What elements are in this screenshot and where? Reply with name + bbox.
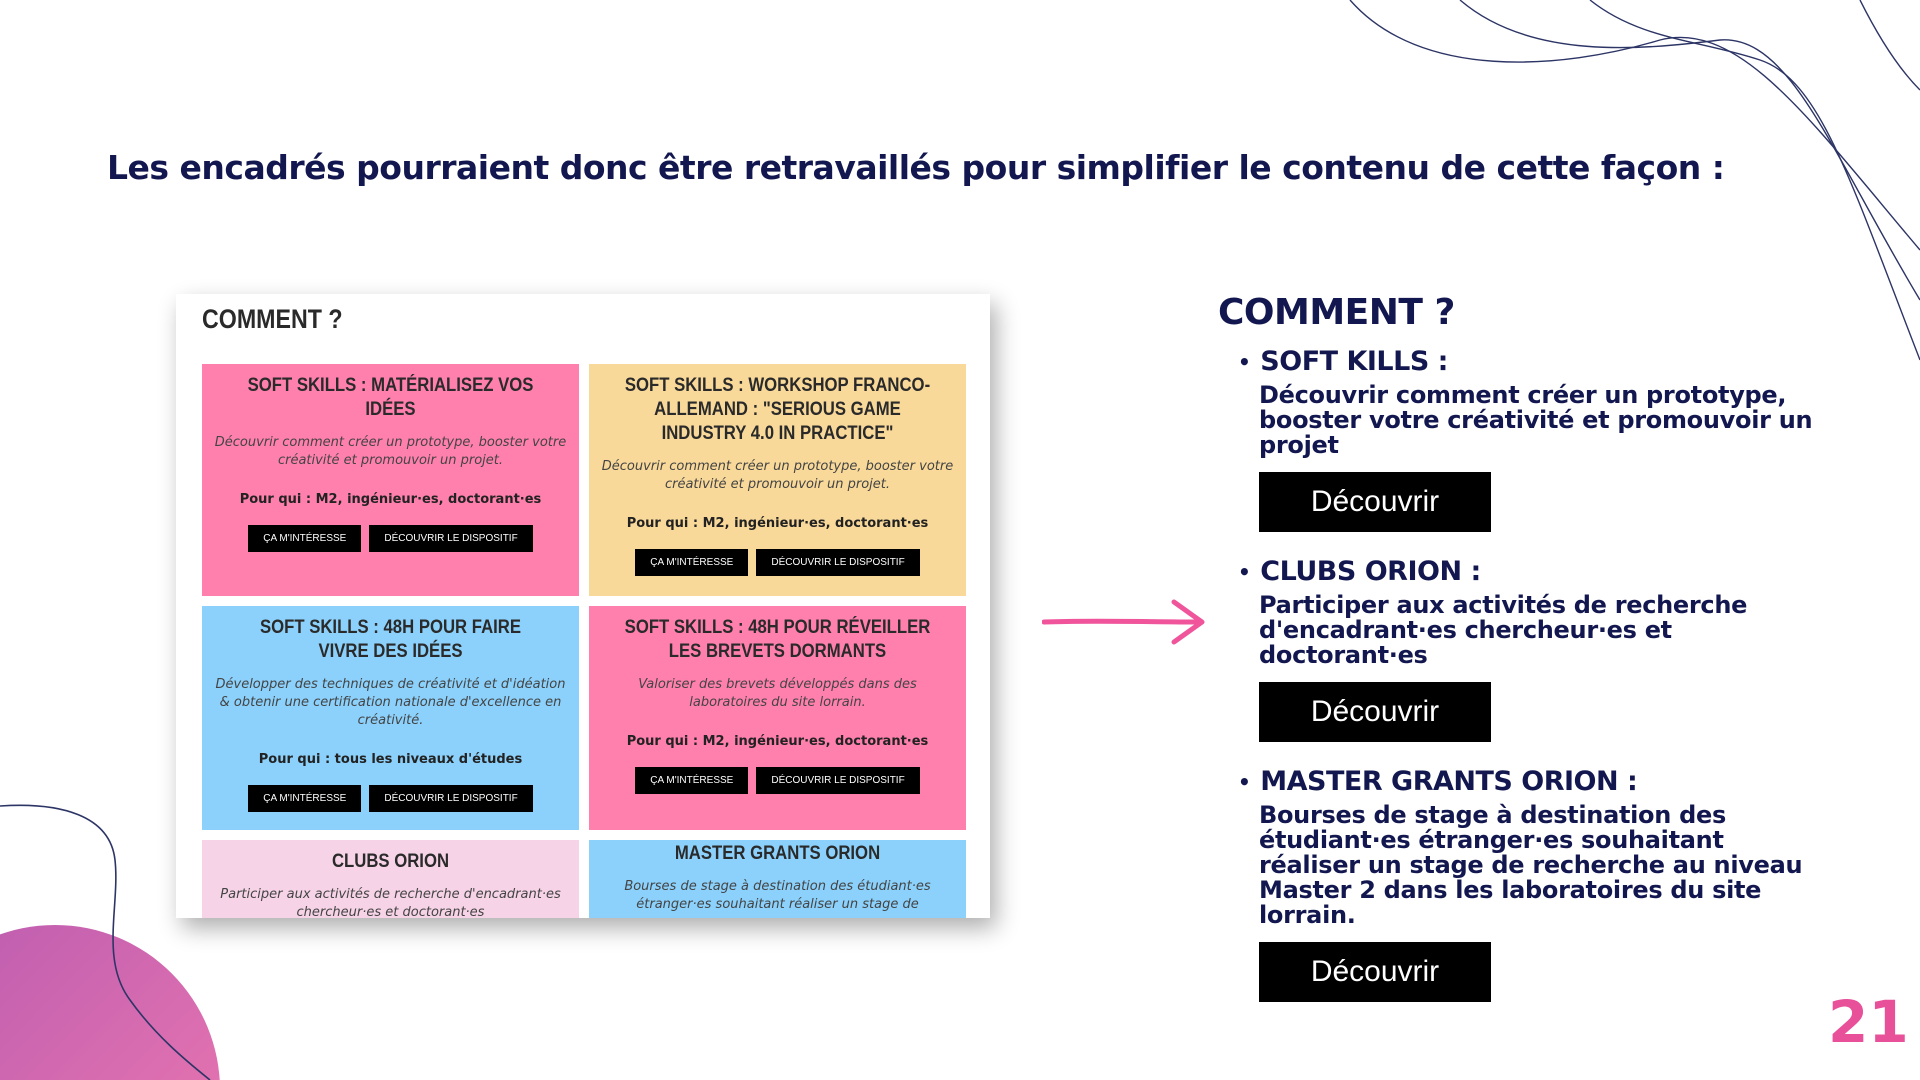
proposal-title: COMMENT ? [1218, 292, 1455, 333]
interest-button[interactable]: ÇA M'INTÉRESSE [635, 767, 748, 794]
box-description: Bourses de stage à destination des étudiant·es étranger·es souhaitant réaliser un stage de [624, 879, 931, 912]
box-title: SOFT SKILLS : MATÉRIALISEZ VOS IDÉES [247, 375, 534, 420]
discover-program-button[interactable]: DÉCOUVRIR LE DISPOSITIF [756, 767, 919, 794]
item-heading: CLUBS ORION : [1260, 556, 1481, 587]
proposal-item-master-grants [1218, 766, 1818, 1002]
box-audience: Pour qui : M2, ingénieur·es, doctorant·es [626, 734, 929, 749]
discover-program-button[interactable]: DÉCOUVRIR LE DISPOSITIF [369, 525, 532, 552]
item-heading: MASTER GRANTS ORION : [1260, 766, 1638, 797]
box-audience: Pour qui : tous les niveaux d'études [258, 752, 523, 767]
website-screenshot [176, 294, 990, 918]
bullet-icon: • [1238, 349, 1251, 374]
arrow-right-icon [1042, 598, 1207, 646]
item-text: Participer aux activités de recherche d'encadrant·es chercheur·es et doctorant·es [1259, 591, 1748, 669]
discover-button[interactable]: Découvrir [1259, 682, 1491, 742]
item-text: Bourses de stage à destination des étudiant·es étranger·es souhaitant réaliser un stage de recherche au niveau Master 2 dans les laboratoires du site lorrain. [1259, 801, 1803, 929]
proposal-panel [1218, 292, 1818, 988]
box-clubs-orion [202, 840, 579, 918]
proposal-item-soft-skills [1218, 346, 1818, 532]
page-number: 21 [1828, 988, 1909, 1056]
bullet-icon: • [1238, 769, 1251, 794]
box-title: SOFT SKILLS : 48H POUR RÉVEILLER LES BREVETS DORMANTS [624, 617, 931, 662]
bullet-icon: • [1238, 559, 1251, 584]
box-soft-skills-brevets [589, 606, 966, 830]
box-soft-skills-48h-idees [202, 606, 579, 830]
box-audience: Pour qui : M2, ingénieur·es, doctorant·es [626, 516, 929, 531]
box-description: Valoriser des brevets développés dans des laboratoires du site lorrain. [638, 677, 917, 710]
decorative-wave-lines [1860, 0, 1920, 90]
discover-program-button[interactable]: DÉCOUVRIR LE DISPOSITIF [756, 549, 919, 576]
box-description: Participer aux activités de recherche d'encadrant·es chercheur·es et doctorant·es [220, 887, 561, 918]
discover-button[interactable]: Découvrir [1259, 942, 1491, 1002]
interest-button[interactable]: ÇA M'INTÉRESSE [635, 549, 748, 576]
item-text: Découvrir comment créer un prototype, booster votre créativité et promouvoir un projet [1259, 381, 1813, 459]
box-title: SOFT SKILLS : 48H POUR FAIRE VIVRE DES IDÉES [259, 617, 522, 662]
decorative-gradient-circle [0, 925, 220, 1080]
box-master-grants-orion [589, 840, 966, 918]
decorative-wave-lines [1350, 0, 1920, 250]
discover-button[interactable]: Découvrir [1259, 472, 1491, 532]
interest-button[interactable]: ÇA M'INTÉRESSE [248, 785, 361, 812]
discover-program-button[interactable]: DÉCOUVRIR LE DISPOSITIF [369, 785, 532, 812]
item-heading: SOFT KILLS : [1260, 346, 1448, 377]
proposal-item-clubs-orion [1218, 556, 1818, 742]
box-description: Découvrir comment créer un prototype, booster votre créativité et promouvoir un projet. [601, 459, 954, 492]
slide-title: Les encadrés pourraient donc être retravaillés pour simplifier le contenu de cette façon : [107, 148, 1725, 187]
box-soft-skills-materialisez [202, 364, 579, 596]
box-soft-skills-workshop [589, 364, 966, 596]
screenshot-title: COMMENT ? [202, 304, 343, 334]
box-title: CLUBS ORION [331, 851, 450, 872]
box-description: Développer des techniques de créativité et d'idéation & obtenir une certification nationale d'excellence en créativité. [215, 677, 566, 728]
box-title: SOFT SKILLS : WORKSHOP FRANCO-ALLEMAND : "SERIOUS GAME INDUSTRY 4.0 IN PRACTICE" [624, 375, 931, 444]
box-description: Découvrir comment créer un prototype, booster votre créativité et promouvoir un projet. [214, 435, 567, 468]
interest-button[interactable]: ÇA M'INTÉRESSE [248, 525, 361, 552]
box-title: MASTER GRANTS ORION [674, 843, 881, 864]
box-audience: Pour qui : M2, ingénieur·es, doctorant·es [239, 492, 542, 507]
